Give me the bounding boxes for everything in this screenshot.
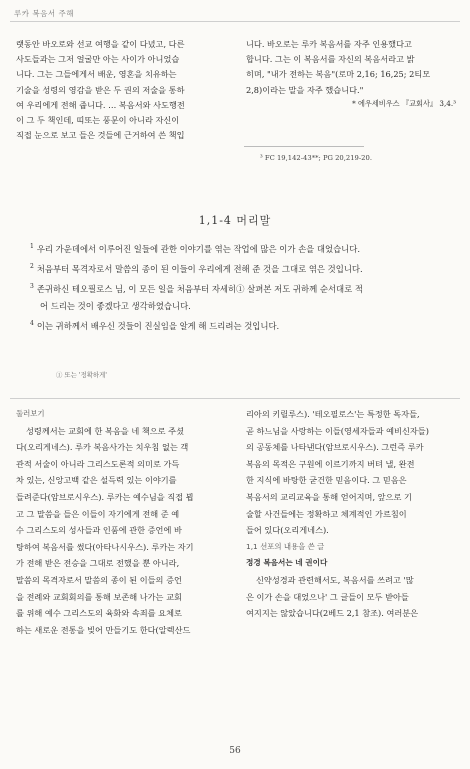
text-line: 의 공동체를 나타낸다(암브로시우스). 그런즉 루카 (246, 442, 424, 453)
text-line: 이 그 두 책인데, 띠또는 풍문이 아니라 자신이 (16, 115, 180, 126)
text-line: 들려준다(암브로시우스). 루카는 예수님을 직접 뵙 (16, 491, 194, 502)
text-line: 기술을 성령의 영감을 받은 두 권의 저술을 통하 (16, 84, 185, 95)
footnote: ³ FC 19,142-43**; PG 20,219-20. (260, 154, 372, 162)
subsection-heading: 1,1 선포의 내용을 쓴 글 (246, 541, 325, 551)
text-line: 여 우리에게 전해 줍니다. … 복음서와 사도행전 (16, 99, 185, 110)
text-line: 2,8)이라는 말을 자주 했습니다." (246, 84, 364, 95)
text-line: 리아의 키릴루스). '테오필로스'는 특정한 독자들, (246, 409, 420, 419)
verse-text: 존귀하신 테오필로스 님, 이 모든 일을 처음부터 자세히① 살펴본 저도 귀하께 순서대로 적 (36, 283, 363, 294)
bottom-right-column (246, 406, 456, 622)
text-line: 을 전례와 교회회의를 통해 보존해 나가는 교회 (16, 591, 182, 602)
text-line: 직접 눈으로 보고 들은 것들에 근거하여 쓴 책입 (16, 130, 185, 141)
verse-text: 처음부터 목격자로서 말씀의 종이 된 이들이 우리에게 전해 준 것을 그대로 엮은 것입니다. (36, 263, 363, 274)
text-line: 수 그리스도의 성사들과 인품에 관한 증언에 바 (16, 525, 182, 536)
text-line: 들어 있다(오리게네스). (246, 525, 329, 536)
text-line: 고 그 말씀을 들은 이들이 자기에게 전해 준 예 (16, 508, 180, 519)
text-line: 다(오리게네스). 루카 복음사가는 치우침 없는 객 (16, 442, 189, 453)
verse-text: 이는 귀하께서 배우신 것들이 진실임을 알게 해 드리려는 것입니다. (36, 321, 280, 331)
top-left-column (16, 37, 224, 143)
citation: * 에우세비우스 『교회사』 3,4.³ (352, 98, 456, 108)
text-line: 를 위해 예수 그리스도의 육화와 속죄를 요체로 (16, 608, 182, 619)
text-line: 랫동안 바오로와 선교 여행을 같이 다녔고, 다른 (16, 39, 185, 49)
verse-3-continued: 어 드리는 것이 좋겠다고 생각하였습니다. (40, 301, 191, 311)
verse-number: 2 (30, 263, 34, 270)
page-number: 56 (229, 746, 241, 756)
section-divider (10, 398, 460, 399)
text-line: 히며, "내가 전하는 복음"(로마 2,16; 16,25; 2티모 (246, 69, 431, 80)
text-line: 은 이가 손을 대었으나' 그 글들이 모두 받아들 (246, 591, 409, 602)
verse-number: 4 (30, 320, 34, 328)
text-line: 탕하여 복음서를 썼다(아타나시우스). 루카는 자기 (16, 541, 194, 552)
verse-4 (30, 315, 450, 335)
footnote-divider (244, 146, 364, 147)
section-title: 1,1-4 머리말 (198, 214, 272, 227)
verse-3 (30, 278, 450, 298)
text-line: 합니다. 그는 이 복음서를 자신의 복음서라고 밝 (246, 54, 415, 65)
text-line: 하는 새로운 전통을 빚어 만들기도 한다(알렉산드 (16, 624, 191, 635)
verse-number: 3 (30, 283, 34, 290)
text-line: 차 있는, 신앙고백 같은 설득력 있는 이야기를 (16, 475, 177, 486)
verse-2 (30, 258, 450, 278)
text-line: 니다. 그는 그들에게서 배운, 영혼을 치유하는 (16, 69, 177, 80)
verse-note: ① 또는 '정확하게' (56, 371, 108, 379)
overview-label: 둘러보기 (16, 409, 45, 418)
verse-1 (30, 238, 450, 258)
text-line: 성령께서는 교회에 한 복음을 네 책으로 주셨 (26, 425, 184, 436)
text-line: 한 지식에 바탕한 굳건한 믿음이다. 그 믿음은 (246, 475, 407, 486)
text-line: 여지지는 않았습니다(2베드 2,1 참조). 여러분은 (246, 608, 419, 619)
verse-text: 우리 가운데에서 이루어진 일들에 관한 이야기를 엮는 작업에 많은 이가 손을 대었습니다. (36, 243, 361, 254)
text-line: 복음의 목적은 구원에 이르기까지 버텨 낼, 완전 (246, 458, 415, 469)
text-line: 사도들과는 그저 얼굴만 아는 사이가 아니었습 (16, 54, 180, 65)
text-line: 관적 서술이 아니라 그리스도론적 의미로 가득 (16, 458, 180, 469)
verse-number: 1 (30, 243, 34, 250)
text-line: 니다. 바오로는 루카 복음서를 자주 인용했다고 (246, 39, 412, 49)
text-line: 술할 사건들에는 정확하고 체계적인 가르침이 (246, 508, 407, 519)
top-right-column (246, 37, 456, 110)
text-line: 곧 하느님을 사랑하는 이들(영세자들과 예비신자들) (246, 425, 429, 436)
bottom-left-column (16, 406, 224, 638)
subhead: 정경 복음서는 네 권이다 (246, 558, 328, 568)
header-divider (10, 21, 460, 22)
text-line: 신약성경과 관련해서도, 복음서를 쓰려고 '많 (256, 574, 414, 585)
text-line: 말씀의 목격자로서 말씀의 종이 된 이들의 증언 (16, 574, 182, 585)
text-line: 복음서의 교리교육을 통해 얻어지며, 앞으로 기 (246, 491, 412, 502)
running-header: 루카 복음서 주해 (14, 9, 74, 18)
text-line: 가 전해 받은 전승을 그대로 전했을 뿐 아니라, (16, 558, 180, 569)
scripture-passage (30, 238, 450, 335)
